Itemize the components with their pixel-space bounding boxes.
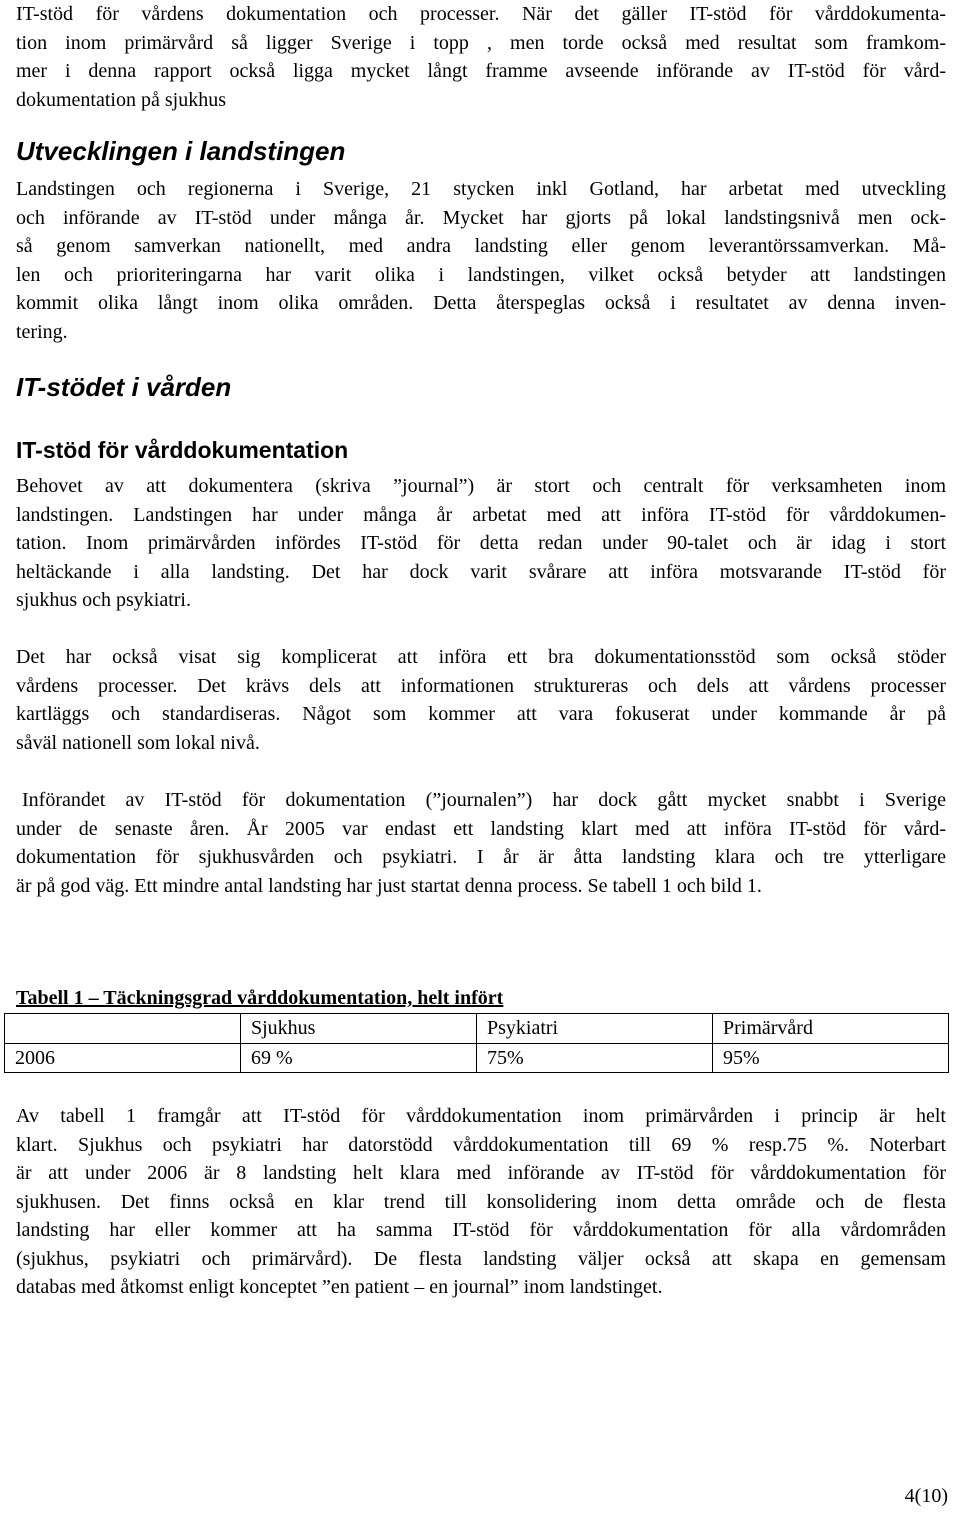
table-cell: 95%	[713, 1043, 949, 1073]
intro-line: tion inom primärvård så ligger Sverige i topp , men torde också med resultat som framkom-	[16, 31, 946, 54]
paragraph-line: sjukhusen. Det finns också en klar trend till konsolidering inom detta område och de flesta	[16, 1190, 946, 1213]
paragraph-line: såväl nationell som lokal nivå.	[16, 731, 260, 754]
table-cell: 69 %	[241, 1043, 477, 1073]
table-header-row	[5, 1014, 949, 1044]
paragraph-line: Det har också visat sig komplicerat att införa ett bra dokumentationsstöd som också stöder	[16, 646, 946, 668]
paragraph-line: under de senaste åren. År 2005 var endast ett landsting klart med att införa IT-stöd för vård-	[16, 817, 946, 840]
paragraph-line: Införandet av IT-stöd för dokumentation (”journalen”) har dock gått mycket snabbt i Sverige	[22, 789, 946, 811]
utvecklingen-paragraph	[16, 175, 946, 346]
itstod-paragraph-3	[16, 786, 946, 900]
table-header-cell: Sjukhus	[241, 1014, 477, 1044]
paragraph-line: vårdens processer. Det krävs dels att informationen struktureras och dels att vårdens processer	[16, 674, 946, 697]
itstod-paragraph-1	[16, 472, 946, 615]
paragraph-line: klart. Sjukhus och psykiatri har datorstödd vårddokumentation till 69 % resp.75 %. Noterbart	[16, 1133, 946, 1156]
paragraph-line: sjukhus och psykiatri.	[16, 589, 191, 611]
table-cell: 75%	[477, 1043, 713, 1073]
paragraph-line: tering.	[16, 320, 68, 343]
table-header-cell: Primärvård	[713, 1014, 949, 1044]
paragraph-line: Av tabell 1 framgår att IT-stöd för vårddokumentation inom primärvården i princip är helt	[16, 1105, 946, 1127]
paragraph-line: är på god väg. Ett mindre antal landsting har just startat denna process. Se tabell 1 och bild 1.	[16, 874, 762, 897]
table-caption: Tabell 1 – Täckningsgrad vårddokumentation, helt infört	[16, 987, 504, 1009]
paragraph-line: kommit olika långt inom olika områden. Detta återspeglas också i resultatet av denna inven-	[16, 292, 946, 314]
table-row	[5, 1043, 949, 1073]
paragraph-line: är att under 2006 är 8 landsting helt klara med införande av IT-stöd för vårddokumentation för	[16, 1162, 946, 1184]
paragraph-line: landsting har eller kommer att ha samma IT-stöd för vårddokumentation för alla vårdområden	[16, 1219, 946, 1241]
section-heading-itstodet: IT-stödet i vården	[16, 372, 232, 402]
paragraph-line: Behovet av att dokumentera (skriva ”journal”) är stort och centralt för verksamheten inom	[16, 475, 946, 497]
intro-line: mer i denna rapport också ligga mycket långt framme avseende införande av IT-stöd för vård-	[16, 60, 946, 82]
paragraph-line: landstingen. Landstingen har under många år arbetat med att införa IT-stöd för vårddokumen-	[16, 503, 946, 526]
table-header-cell	[5, 1014, 241, 1044]
page-number: 4(10)	[904, 1485, 948, 1507]
paragraph-line: (sjukhus, psykiatri och primärvård). De flesta landsting väljer också att skapa en gemensam	[16, 1247, 946, 1270]
paragraph-line: databas med åtkomst enligt konceptet ”en patient – en journal” inom landstinget.	[16, 1276, 663, 1298]
table-commentary-paragraph	[16, 1102, 946, 1302]
paragraph-line: och införande av IT-stöd under många år. Mycket har gjorts på lokal landstingsnivå men ock-	[16, 206, 946, 229]
paragraph-line: tation. Inom primärvården infördes IT-stöd för detta redan under 90-talet och är idag i stort	[16, 532, 946, 554]
intro-line: dokumentation på sjukhus	[16, 88, 226, 111]
paragraph-line: så genom samverkan nationellt, med andra landsting eller genom leverantörssamverkan. Må-	[16, 235, 946, 257]
paragraph-line: dokumentation för sjukhusvården och psykiatri. I år är åtta landsting klara och tre ytterligare	[16, 846, 946, 868]
table-cell: 2006	[5, 1043, 241, 1073]
paragraph-line: Landstingen och regionerna i Sverige, 21 stycken inkl Gotland, har arbetat med utveckling	[16, 178, 946, 200]
paragraph-line: len och prioriteringarna har varit olika i landstingen, vilket också betyder att landstingen	[16, 263, 946, 286]
coverage-table	[4, 1013, 949, 1073]
itstod-paragraph-2	[16, 643, 946, 757]
table-header-cell: Psykiatri	[477, 1014, 713, 1044]
paragraph-line: kartläggs och standardiseras. Något som kommer att vara fokuserat under kommande år på	[16, 703, 946, 725]
section-heading-utvecklingen: Utvecklingen i landstingen	[16, 136, 346, 166]
subheading-varddokumentation: IT-stöd för vårddokumentation	[16, 437, 349, 463]
intro-line: IT-stöd för vårdens dokumentation och processer. När det gäller IT-stöd för vårddokumenta-	[16, 3, 946, 25]
paragraph-line: heltäckande i alla landsting. Det har dock varit svårare att införa motsvarande IT-stöd för	[16, 560, 946, 583]
intro-paragraph	[16, 0, 946, 114]
